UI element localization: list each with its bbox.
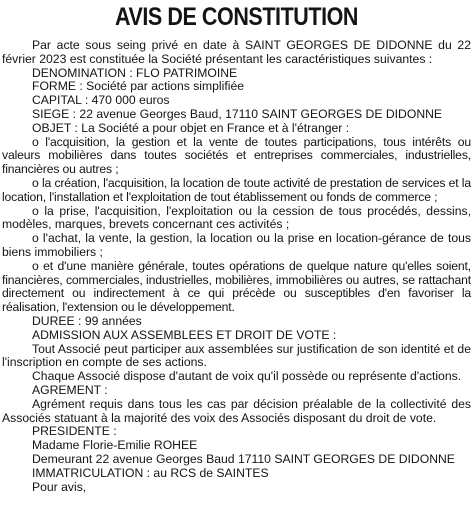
objet-item-participations: o l'acquisition, la gestion et la vente de toutes participations, tous intérêts ou valeurs mobilières dans toutes sociétés et entreprises commerciales, industrielles, financières ou autres ; (2, 134, 471, 177)
objet-item-services: o la création, l'acquisition, la location de toute activité de prestation de services et la location, l'installation et l'exploitation de tout établissement ou fonds de commerce ; (2, 175, 471, 204)
capital-line: CAPITAL : 470 000 euros (32, 93, 170, 108)
immatriculation-line: IMMATRICULATION : au RCS de SAINTES (32, 465, 269, 480)
presidente-heading: PRESIDENTE : (32, 424, 117, 439)
agrement-text: Agrément requis dans tous les cas par décision préalable de la collectivité des Associés statuant à la majorité des voix des Associés disposant du droit de vote. (2, 396, 471, 425)
objet-item-immobiliers: o l'achat, la vente, la gestion, la location ou la prise en location-gérance de tous biens immobiliers ; (2, 231, 471, 259)
objet-line: OBJET : La Société a pour objet en France et à l'étranger : (32, 120, 350, 135)
objet-item-general: o et d'une manière générale, toutes opérations de quelque nature qu'elles soient, financières, commerciales, industrielles, mobilières, immobilières ou autres, se rattachant directement ou indirectement à ce qui précède ou susceptibles d'en favoriser la réalisation, l'extension ou le développement. (2, 258, 471, 315)
notice-intro: Par acte sous seing privé en date à SAINT GEORGES DE DIDONNE du 22 février 2023 est constituée la Société présentant les caractéristiques suivantes : (2, 38, 471, 66)
agrement-heading: AGREMENT : (32, 382, 108, 397)
presidente-address: Demeurant 22 avenue Georges Baud 17110 SAINT GEORGES DE DIDONNE (32, 451, 455, 466)
denomination-line: DENOMINATION : FLO PATRIMOINE (32, 65, 238, 80)
duree-line: DUREE : 99 années (32, 313, 142, 328)
admission-text: Tout Associé peut participer aux assemblées sur justification de son identité et de l'inscription en compte de ses actions. (2, 341, 471, 370)
presidente-name: Madame Florie-Emilie ROHEE (32, 438, 198, 453)
siege-line: SIEGE : 22 avenue Georges Baud, 17110 SAINT GEORGES DE DIDONNE (32, 106, 443, 121)
objet-item-procedes: o la prise, l'acquisition, l'exploitation ou la cession de tous procédés, dessins, modèles, marques, brevets concernant ces activités ; (2, 203, 471, 232)
closing-line: Pour avis, (32, 479, 87, 494)
admission-heading: ADMISSION AUX ASSEMBLEES ET DROIT DE VOTE : (32, 327, 337, 342)
vote-text: Chaque Associé dispose d'autant de voix qu'il possède ou représente d'actions. (32, 369, 462, 384)
forme-line: FORME : Société par actions simplifiée (32, 79, 245, 94)
notice-title: AVIS DE CONSTITUTION (114, 3, 359, 31)
